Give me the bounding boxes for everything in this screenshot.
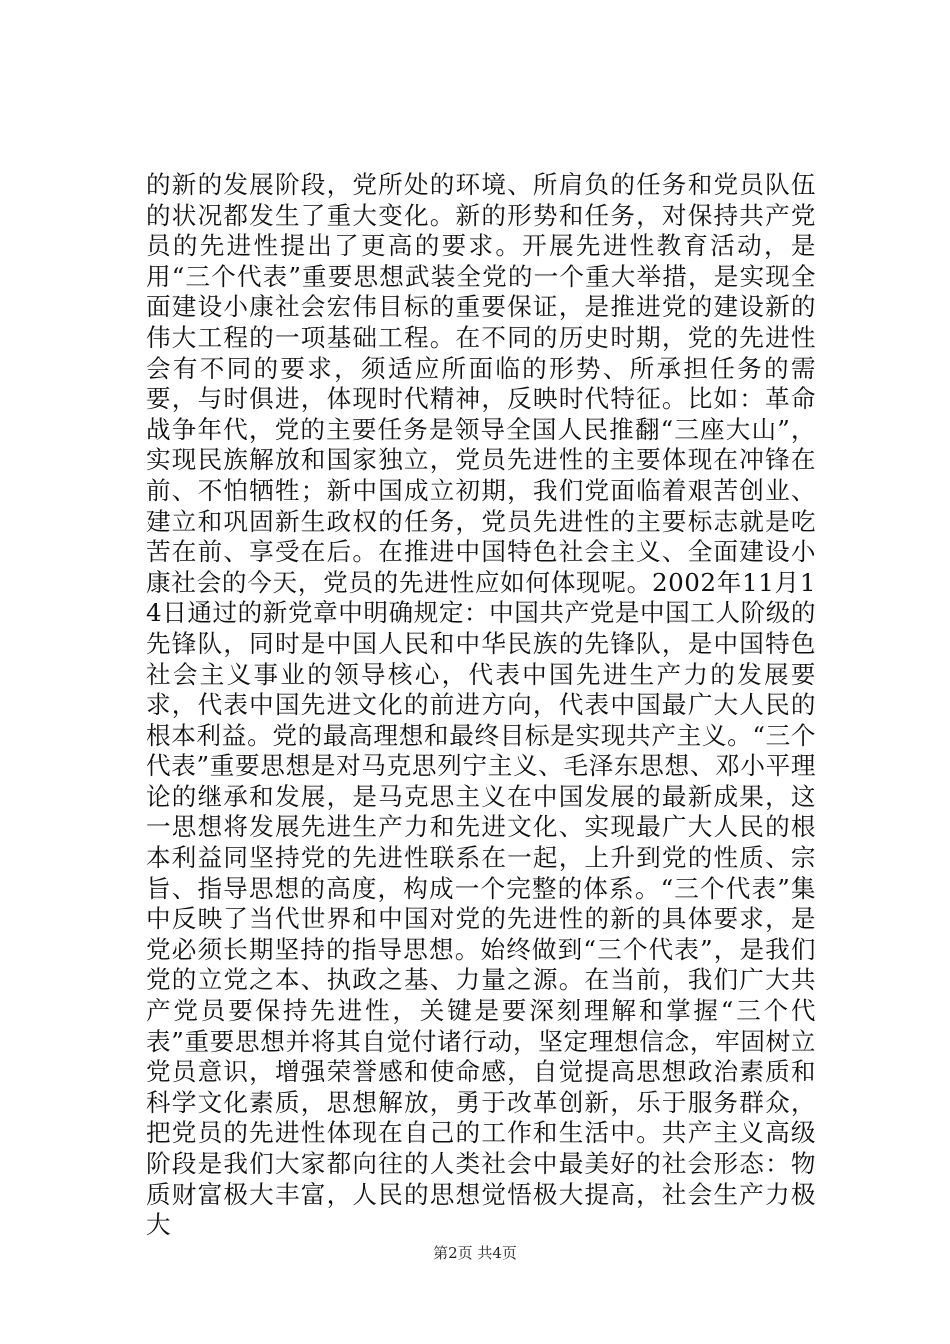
body-paragraph: 的新的发展阶段，党所处的环境、所肩负的任务和党员队伍的状况都发生了重大变化。新的形势和任务，对保持共产党员的先进性提出了更高的要求。开展先进性教育活动，是用“三个代表”重要思想武装全党的一个重大举措，是实现全面建设小康社会宏伟目标的重要保证，是推进党的建设新的伟大工程的一项基础工程。在不同的历史时期，党的先进性会有不同的要求，须适应所面临的形势、所承担任务的需要，与时俱进，体现时代精神，反映时代特征。比如：革命战争年代，党的主要任务是领导全国人民推翻“三座大山”，实现民族解放和国家独立，党员先进性的主要体现在冲锋在前、不怕牺牲；新中国成立初期，我们党面临着艰苦创业、建立和巩固新生政权的任务，党员先进性的主要标志就是吃苦在前、享受在后。在推进中国特色社会主义、全面建设小康社会的今天，党员的先进性应如何体现呢。2002年11月14日通过的新党章中明确规定：中国共产党是中国工人阶级的先锋队，同时是中国人民和中华民族的先锋队，是中国特色社会主义事业的领导核心，代表中国先进生产力的发展要求，代表中国先进文化的前进方向，代表中国最广大人民的根本利益。党的最高理想和最终目标是实现共产主义。“三个代表”重要思想是对马克思列宁主义、毛泽东思想、邓小平理论的继承和发展，是马克思主义在中国发展的最新成果，这一思想将发展先进生产力和先进文化、实现最广大人民的根本利益同坚持党的先进性联系在一起，上升到党的性质、宗旨、指导思想的高度，构成一个完整的体系。“三个代表”集中反映了当代世界和中国对党的先进性的新的具体要求，是党必须长期坚持的指导思想。始终做到“三个代表”，是我们党的立党之本、执政之基、力量之源。在当前，我们广大共产党员要保持先进性，关键是要深刻理解和掌握“三个代表”重要思想并将其自觉付诸行动，坚定理想信念，牢固树立党员意识，增强荣誉感和使命感，自觉提高思想政治素质和科学文化素质，思想解放，勇于改革创新，乐于服务群众，把党员的先进性体现在自己的工作和生活中。共产主义高级阶段是我们大家都向往的人类社会中最美好的社会形态：物质财富极大丰富，人民的思想觉悟极大提高，社会生产力极大 (146, 170, 816, 1240)
page-number-footer: 第2页 共4页 (433, 1244, 517, 1262)
